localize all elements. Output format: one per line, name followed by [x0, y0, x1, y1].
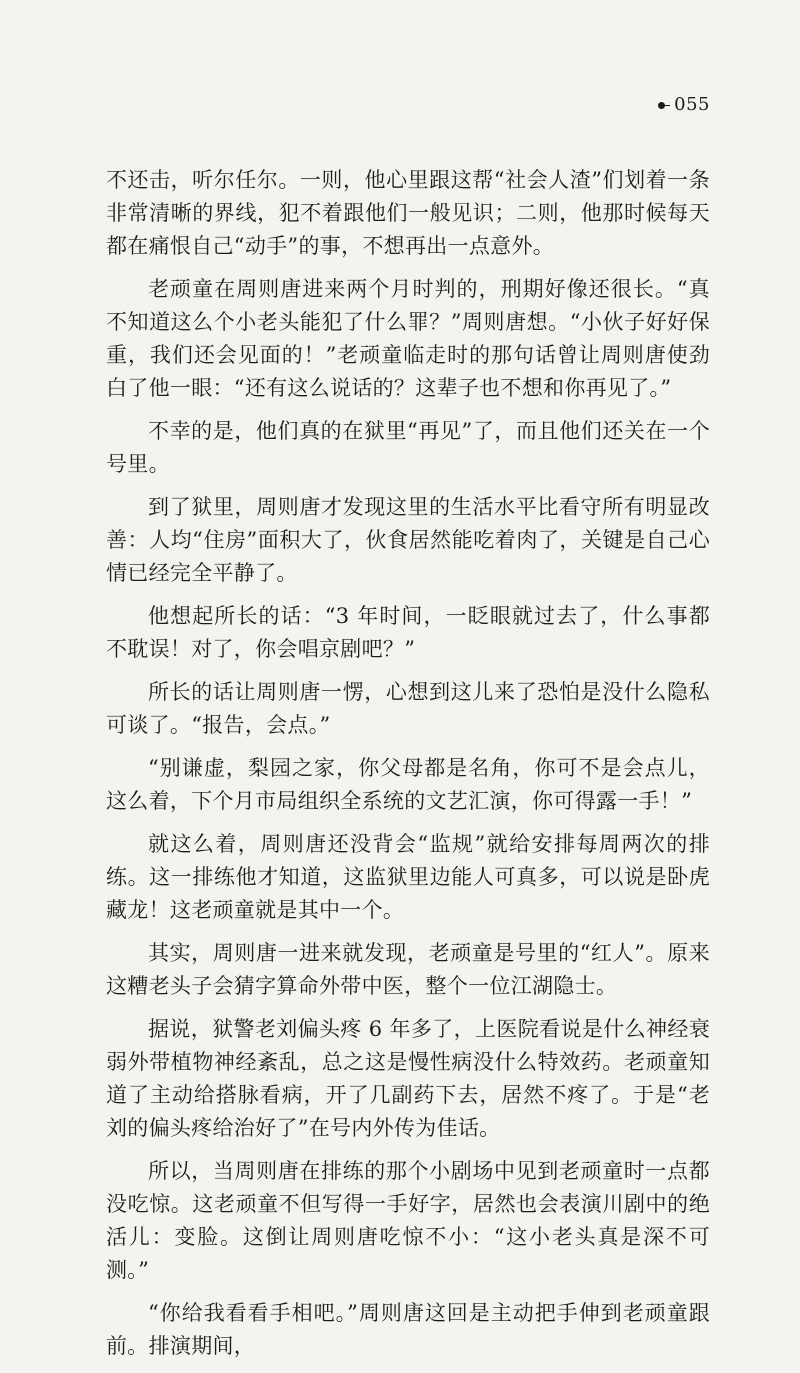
page-number-text: 055 [674, 94, 710, 115]
paragraph: 所以，当周则唐在排练的那个小剧场中见到老顽童时一点都没吃惊。这老顽童不但写得一手好字，居然也会表演川剧中的绝活儿：变脸。这倒让周则唐吃惊不小：“这小老头真是深不可测。” [106, 1159, 710, 1282]
paragraph: 不幸的是，他们真的在狱里“再见”了，而且他们还关在一个号里。 [106, 419, 710, 476]
paragraph: 据说，狱警老刘偏头疼 6 年多了，上医院看说是什么神经衰弱外带植物神经紊乱，总之这是慢性病没什么特效药。老顽童知道了主动给搭脉看病，开了几副药下去，居然不疼了。于是“老刘的偏头疼给治好了”在号内外传为佳话。 [106, 1017, 710, 1140]
paragraph-continued: 不还击，听尔任尔。一则，他心里跟这帮“社会人渣”们划着一条非常清晰的界线，犯不着跟他们一般见识；二则，他那时候每天都在痛恨自己“动手”的事，不想再出一点意外。 [106, 168, 710, 258]
page-marker-icon [658, 101, 670, 109]
paragraph: 就这么着，周则唐还没背会“监规”就给安排每周两次的排练。这一排练他才知道，这监狱里边能人可真多，可以说是卧虎藏龙！这老顽童就是其中一个。 [106, 832, 710, 922]
body-text [106, 164, 710, 1373]
paragraph: 所长的话让周则唐一愣，心想到这儿来了恐怕是没什么隐私可谈了。“报告，会点。” [106, 680, 710, 737]
paragraph: 到了狱里，周则唐才发现这里的生活水平比看守所有明显改善：人均“住房”面积大了，伙食居然能吃着肉了，关键是自己心情已经完全平静了。 [106, 495, 710, 585]
paragraph: “你给我看看手相吧。”周则唐这回是主动把手伸到老顽童跟前。排演期间， [106, 1301, 710, 1358]
paragraph: 他想起所长的话：“3 年时间，一眨眼就过去了，什么事都不耽误！对了，你会唱京剧吧？” [106, 604, 710, 661]
paragraph: 其实，周则唐一进来就发现，老顽童是号里的“红人”。原来这糟老头子会猜字算命外带中医，整个一位江湖隐士。 [106, 941, 710, 998]
page-number [658, 94, 710, 115]
paragraph: 老顽童在周则唐进来两个月时判的，刑期好像还很长。“真不知道这么个小老头能犯了什么罪？”周则唐想。“小伙子好好保重，我们还会见面的！”老顽童临走时的那句话曾让周则唐使劲白了他一眼：“还有这么说话的？这辈子也不想和你再见了。” [106, 277, 710, 400]
paragraph: “别谦虚，梨园之家，你父母都是名角，你可不是会点儿，这么着，下个月市局组织全系统的文艺汇演，你可得露一手！” [106, 756, 710, 813]
